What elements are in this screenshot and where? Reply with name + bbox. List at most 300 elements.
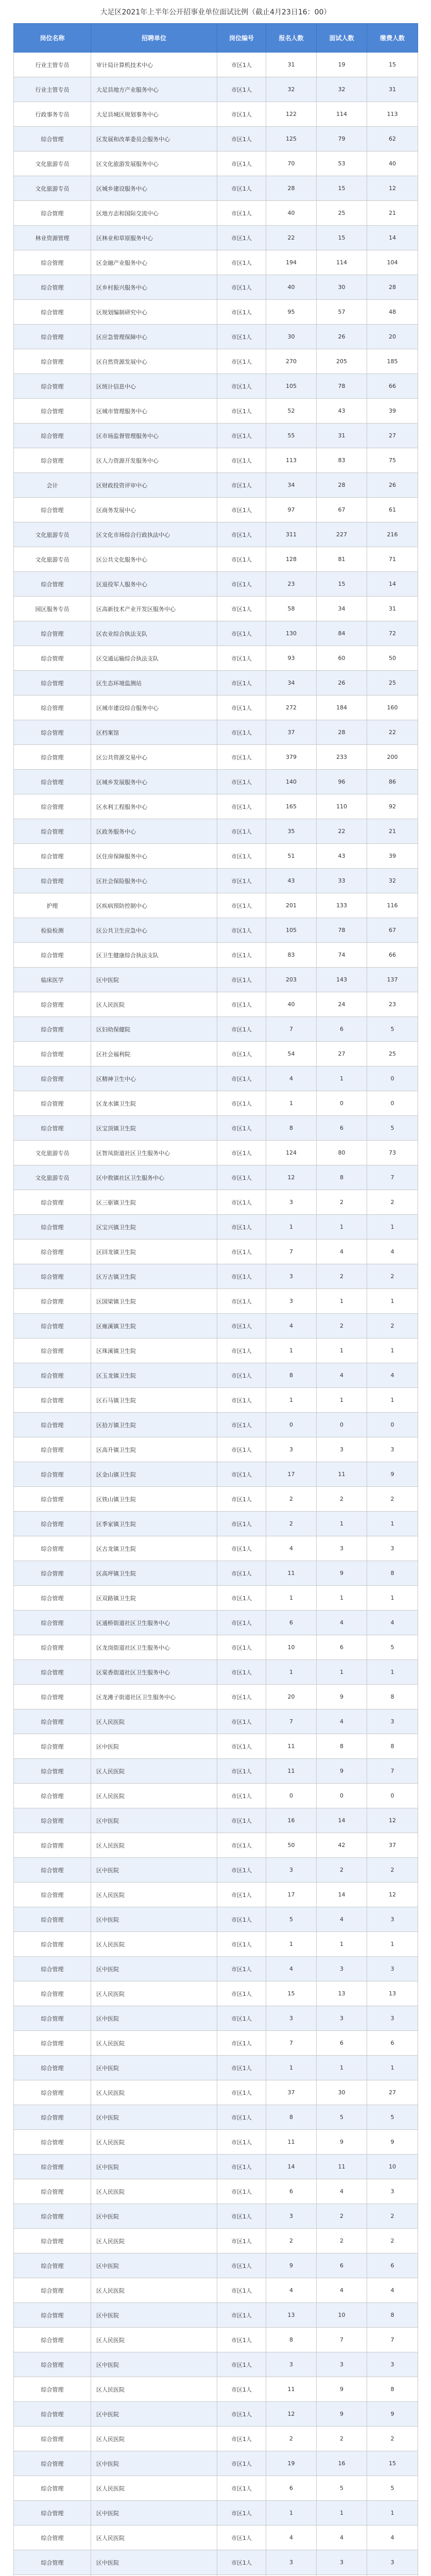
cell-paid: 185 [367, 349, 418, 374]
cell-code: 市区1人 [217, 992, 266, 1017]
cell-interview: 4 [317, 1240, 367, 1264]
cell-paid: 7 [367, 1759, 418, 1784]
cell-code: 市区1人 [217, 1462, 266, 1487]
table-row [14, 1240, 418, 1264]
cell-position: 综合管理 [14, 720, 91, 745]
cell-interview: 32 [317, 77, 367, 102]
cell-paid: 4 [367, 2526, 418, 2550]
cell-unit: 区人民医院 [91, 2328, 217, 2352]
cell-code: 市区1人 [217, 770, 266, 794]
cell-interview: 15 [317, 572, 367, 597]
cell-applicants: 11 [266, 1561, 317, 1586]
cell-code: 市区1人 [217, 1981, 266, 2006]
table-row [14, 1685, 418, 1709]
cell-interview: 1 [317, 1338, 367, 1363]
cell-position: 综合管理 [14, 2303, 91, 2328]
cell-code: 市区1人 [217, 1264, 266, 1289]
cell-code: 市区1人 [217, 423, 266, 448]
cell-unit: 区铁山镇卫生院 [91, 1487, 217, 1512]
cell-paid: 5 [367, 1116, 418, 1141]
cell-paid: 116 [367, 893, 418, 918]
cell-interview: 4 [317, 1907, 367, 1932]
table-row [14, 423, 418, 448]
cell-unit: 区中医院 [91, 2006, 217, 2031]
cell-code: 市区1人 [217, 2377, 266, 2402]
cell-code: 市区1人 [217, 325, 266, 349]
cell-applicants: 43 [266, 869, 317, 893]
cell-unit: 区应急管理保障中心 [91, 325, 217, 349]
table-row [14, 1660, 418, 1685]
cell-applicants: 0 [266, 1784, 317, 1808]
cell-unit: 区文化旅游发展服务中心 [91, 151, 217, 176]
cell-paid: 26 [367, 473, 418, 498]
table-row [14, 1487, 418, 1512]
cell-interview: 0 [317, 1784, 367, 1808]
cell-position: 综合管理 [14, 1536, 91, 1561]
cell-code: 市区1人 [217, 1363, 266, 1388]
cell-unit: 区社会保险服务中心 [91, 869, 217, 893]
cell-paid: 39 [367, 399, 418, 423]
cell-paid: 40 [367, 151, 418, 176]
cell-code: 市区1人 [217, 1413, 266, 1437]
cell-code: 市区1人 [217, 275, 266, 300]
cell-position: 综合管理 [14, 869, 91, 893]
cell-applicants: 6 [266, 1611, 317, 1635]
cell-interview: 27 [317, 1042, 367, 1066]
cell-applicants: 272 [266, 696, 317, 720]
cell-position: 文化旅游专员 [14, 176, 91, 201]
cell-paid: 7 [367, 2328, 418, 2352]
cell-unit: 区农业综合执法支队 [91, 621, 217, 646]
cell-interview: 15 [317, 176, 367, 201]
cell-paid: 0 [367, 1066, 418, 1091]
cell-unit: 区中医院 [91, 2056, 217, 2080]
cell-interview: 28 [317, 473, 367, 498]
cell-applicants: 40 [266, 275, 317, 300]
cell-code: 市区1人 [217, 1709, 266, 1734]
table-row [14, 2328, 418, 2352]
cell-interview: 10 [317, 2303, 367, 2328]
table-row [14, 300, 418, 325]
table-row [14, 1338, 418, 1363]
cell-position: 综合管理 [14, 1462, 91, 1487]
cell-unit: 区林业和草原服务中心 [91, 226, 217, 250]
cell-unit: 区中医院 [91, 2105, 217, 2130]
cell-code: 市区1人 [217, 1932, 266, 1957]
cell-position: 综合管理 [14, 1190, 91, 1215]
table-row [14, 770, 418, 794]
recruitment-table [13, 23, 418, 2576]
cell-interview: 26 [317, 671, 367, 696]
cell-paid: 71 [367, 547, 418, 572]
cell-position: 综合管理 [14, 201, 91, 226]
cell-unit: 区玉龙镇卫生院 [91, 1363, 217, 1388]
cell-unit: 区古龙镇卫生院 [91, 1536, 217, 1561]
cell-interview: 1 [317, 1512, 367, 1536]
cell-unit: 区中医院 [91, 2204, 217, 2229]
cell-applicants: 2 [266, 2427, 317, 2451]
cell-position: 综合管理 [14, 1611, 91, 1635]
cell-interview: 2 [317, 1858, 367, 1883]
header-applicants: 报名人数 [266, 24, 317, 53]
cell-applicants: 194 [266, 250, 317, 275]
cell-applicants: 12 [266, 1165, 317, 1190]
cell-code: 市区1人 [217, 2278, 266, 2303]
cell-code: 市区1人 [217, 1437, 266, 1462]
cell-paid: 3 [367, 1907, 418, 1932]
table-row [14, 1413, 418, 1437]
cell-applicants: 1 [266, 1388, 317, 1413]
cell-paid: 1 [367, 1660, 418, 1685]
cell-interview: 1 [317, 1066, 367, 1091]
cell-unit: 区发展和改革委员会服务中心 [91, 127, 217, 151]
cell-unit: 区人民医院 [91, 1932, 217, 1957]
cell-unit: 区人民医院 [91, 2179, 217, 2204]
table-row [14, 696, 418, 720]
cell-position: 文化旅游专员 [14, 1165, 91, 1190]
cell-unit: 区城市建设综合服务中心 [91, 696, 217, 720]
cell-applicants: 3 [266, 1190, 317, 1215]
table-row [14, 151, 418, 176]
cell-applicants: 40 [266, 992, 317, 1017]
cell-paid: 9 [367, 1462, 418, 1487]
table-row [14, 1512, 418, 1536]
cell-interview: 2 [317, 2204, 367, 2229]
cell-code: 市区1人 [217, 893, 266, 918]
cell-position: 综合管理 [14, 1734, 91, 1759]
cell-position: 综合管理 [14, 2179, 91, 2204]
cell-unit: 区社会福利院 [91, 1042, 217, 1066]
cell-code: 市区1人 [217, 2031, 266, 2056]
cell-paid: 4 [367, 1240, 418, 1264]
cell-position: 综合管理 [14, 2550, 91, 2575]
table-row [14, 498, 418, 522]
cell-position: 综合管理 [14, 1957, 91, 1981]
cell-code: 市区1人 [217, 720, 266, 745]
cell-code: 市区1人 [217, 2006, 266, 2031]
cell-interview: 3 [317, 1437, 367, 1462]
cell-position: 综合管理 [14, 1116, 91, 1141]
header-code: 岗位编号 [217, 24, 266, 53]
cell-paid: 12 [367, 1883, 418, 1907]
cell-unit: 区中敖镇社区卫生服务中心 [91, 1165, 217, 1190]
cell-applicants: 32 [266, 77, 317, 102]
cell-paid: 3 [367, 2179, 418, 2204]
table-row [14, 1042, 418, 1066]
cell-code: 市区1人 [217, 2451, 266, 2476]
cell-paid: 8 [367, 2303, 418, 2328]
table-row [14, 77, 418, 102]
table-row [14, 1091, 418, 1116]
cell-unit: 区中医院 [91, 2501, 217, 2526]
cell-position: 综合管理 [14, 2501, 91, 2526]
cell-interview: 3 [317, 2006, 367, 2031]
cell-unit: 区生态环境监测站 [91, 671, 217, 696]
cell-interview: 110 [317, 794, 367, 819]
cell-code: 市区1人 [217, 1685, 266, 1709]
cell-applicants: 10 [266, 1635, 317, 1660]
table-row [14, 918, 418, 943]
table-row [14, 226, 418, 250]
cell-position: 综合管理 [14, 1561, 91, 1586]
cell-applicants: 2 [266, 1512, 317, 1536]
cell-position: 综合管理 [14, 1833, 91, 1858]
cell-interview: 4 [317, 2179, 367, 2204]
cell-interview: 0 [317, 1091, 367, 1116]
cell-paid: 2 [367, 1858, 418, 1883]
table-row [14, 1116, 418, 1141]
cell-applicants: 7 [266, 1017, 317, 1042]
cell-interview: 78 [317, 374, 367, 399]
cell-interview: 4 [317, 2278, 367, 2303]
cell-unit: 区公共资源交易中心 [91, 745, 217, 770]
cell-interview: 30 [317, 2080, 367, 2105]
cell-position: 综合管理 [14, 2476, 91, 2501]
cell-paid: 104 [367, 250, 418, 275]
cell-position: 综合管理 [14, 300, 91, 325]
cell-interview: 2 [317, 1487, 367, 1512]
cell-paid: 6 [367, 2253, 418, 2278]
cell-unit: 区中医院 [91, 1957, 217, 1981]
cell-unit: 区城乡建设服务中心 [91, 176, 217, 201]
cell-unit: 区高新技术产业开发区服务中心 [91, 597, 217, 621]
cell-paid: 12 [367, 1808, 418, 1833]
cell-paid: 28 [367, 275, 418, 300]
cell-paid: 2 [367, 2204, 418, 2229]
cell-paid: 61 [367, 498, 418, 522]
cell-code: 市区1人 [217, 250, 266, 275]
table-row [14, 2526, 418, 2550]
cell-position: 综合管理 [14, 1586, 91, 1611]
cell-paid: 10 [367, 2155, 418, 2179]
cell-interview: 2 [317, 1264, 367, 1289]
cell-paid: 14 [367, 226, 418, 250]
table-row [14, 2352, 418, 2377]
cell-applicants: 20 [266, 1685, 317, 1709]
cell-applicants: 0 [266, 1413, 317, 1437]
cell-position: 林业资源管理 [14, 226, 91, 250]
cell-interview: 43 [317, 844, 367, 869]
table-row [14, 1635, 418, 1660]
table-row [14, 102, 418, 127]
cell-unit: 区文化市场综合行政执法中心 [91, 522, 217, 547]
table-row [14, 1141, 418, 1165]
cell-interview: 6 [317, 1116, 367, 1141]
cell-unit: 区人民医院 [91, 2229, 217, 2253]
cell-interview: 205 [317, 349, 367, 374]
cell-code: 市区1人 [217, 2427, 266, 2451]
cell-code: 市区1人 [217, 1957, 266, 1981]
cell-applicants: 12 [266, 2402, 317, 2427]
table-row [14, 2105, 418, 2130]
cell-paid: 32 [367, 869, 418, 893]
table-row [14, 399, 418, 423]
cell-interview: 4 [317, 1611, 367, 1635]
cell-code: 市区1人 [217, 1611, 266, 1635]
cell-paid: 66 [367, 374, 418, 399]
cell-interview: 16 [317, 2451, 367, 2476]
cell-interview: 6 [317, 2253, 367, 2278]
cell-unit: 区妇幼保健院 [91, 1017, 217, 1042]
cell-unit: 区政务服务中心 [91, 819, 217, 844]
cell-position: 综合管理 [14, 844, 91, 869]
cell-applicants: 270 [266, 349, 317, 374]
cell-interview: 184 [317, 696, 367, 720]
cell-applicants: 37 [266, 720, 317, 745]
table-row [14, 1017, 418, 1042]
cell-paid: 3 [367, 1536, 418, 1561]
cell-paid: 1 [367, 2056, 418, 2080]
page-title: 大足区2021年上半年公开招事业单位面试比例（截止4月23日16：00） [100, 8, 331, 16]
cell-unit: 区珠溪镇卫生院 [91, 1338, 217, 1363]
cell-interview: 19 [317, 53, 367, 77]
cell-unit: 区中医院 [91, 2303, 217, 2328]
cell-unit: 区金山镇卫生院 [91, 1462, 217, 1487]
cell-code: 市区1人 [217, 2328, 266, 2352]
cell-applicants: 6 [266, 2476, 317, 2501]
cell-unit: 区人民医院 [91, 2130, 217, 2155]
cell-interview: 11 [317, 1462, 367, 1487]
cell-code: 市区1人 [217, 2476, 266, 2501]
cell-position: 检验检测 [14, 918, 91, 943]
table-row [14, 1264, 418, 1289]
cell-applicants: 3 [266, 2006, 317, 2031]
table-row [14, 893, 418, 918]
cell-interview: 26 [317, 325, 367, 349]
cell-paid: 21 [367, 201, 418, 226]
cell-position: 综合管理 [14, 349, 91, 374]
cell-position: 综合管理 [14, 2031, 91, 2056]
cell-position: 综合管理 [14, 2328, 91, 2352]
cell-paid: 0 [367, 1091, 418, 1116]
cell-position: 综合管理 [14, 2080, 91, 2105]
cell-position: 行业主管专员 [14, 77, 91, 102]
cell-interview: 60 [317, 646, 367, 671]
cell-code: 市区1人 [217, 671, 266, 696]
cell-unit: 区智凤街道社区卫生服务中心 [91, 1141, 217, 1165]
cell-unit: 区中医院 [91, 1734, 217, 1759]
cell-code: 市区1人 [217, 1586, 266, 1611]
cell-interview: 8 [317, 1734, 367, 1759]
cell-interview: 96 [317, 770, 367, 794]
cell-interview: 57 [317, 300, 367, 325]
cell-unit: 区城市管理服务中心 [91, 399, 217, 423]
cell-code: 市区1人 [217, 1116, 266, 1141]
cell-position: 综合管理 [14, 423, 91, 448]
cell-code: 市区1人 [217, 1091, 266, 1116]
cell-applicants: 11 [266, 1734, 317, 1759]
cell-code: 市区1人 [217, 473, 266, 498]
cell-applicants: 113 [266, 448, 317, 473]
cell-applicants: 58 [266, 597, 317, 621]
table-row [14, 2402, 418, 2427]
cell-position: 文化旅游专员 [14, 547, 91, 572]
cell-position: 综合管理 [14, 992, 91, 1017]
cell-unit: 区中医院 [91, 2352, 217, 2377]
cell-code: 市区1人 [217, 1289, 266, 1314]
cell-paid: 216 [367, 522, 418, 547]
cell-paid: 2 [367, 2229, 418, 2253]
cell-interview: 33 [317, 869, 367, 893]
cell-applicants: 30 [266, 325, 317, 349]
cell-interview: 3 [317, 2550, 367, 2575]
cell-applicants: 125 [266, 127, 317, 151]
cell-applicants: 3 [266, 1858, 317, 1883]
cell-unit: 区人力资源开发服务中心 [91, 448, 217, 473]
cell-applicants: 165 [266, 794, 317, 819]
cell-paid: 2 [367, 1190, 418, 1215]
cell-position: 综合管理 [14, 2427, 91, 2451]
cell-paid: 5 [367, 1017, 418, 1042]
table-row [14, 1784, 418, 1808]
cell-code: 市区1人 [217, 1240, 266, 1264]
cell-position: 综合管理 [14, 448, 91, 473]
table-row [14, 2550, 418, 2575]
cell-code: 市区1人 [217, 399, 266, 423]
table-row [14, 1586, 418, 1611]
cell-paid: 4 [367, 1363, 418, 1388]
cell-code: 市区1人 [217, 498, 266, 522]
table-row [14, 1289, 418, 1314]
table-row [14, 1462, 418, 1487]
cell-paid: 39 [367, 844, 418, 869]
cell-interview: 13 [317, 1981, 367, 2006]
cell-interview: 2 [317, 1314, 367, 1338]
cell-interview: 15 [317, 226, 367, 250]
table-row [14, 1437, 418, 1462]
cell-position: 综合管理 [14, 1932, 91, 1957]
cell-unit: 区龙水镇卫生院 [91, 1091, 217, 1116]
table-row [14, 671, 418, 696]
cell-interview: 24 [317, 992, 367, 1017]
cell-applicants: 52 [266, 399, 317, 423]
cell-paid: 5 [367, 2105, 418, 2130]
cell-code: 市区1人 [217, 1660, 266, 1685]
cell-code: 市区1人 [217, 1759, 266, 1784]
cell-unit: 区城乡发展服务中心 [91, 770, 217, 794]
cell-position: 综合管理 [14, 399, 91, 423]
cell-unit: 区宝兴镇卫生院 [91, 1215, 217, 1240]
cell-position: 综合管理 [14, 1042, 91, 1066]
cell-position: 综合管理 [14, 374, 91, 399]
cell-interview: 30 [317, 275, 367, 300]
table-row [14, 127, 418, 151]
cell-applicants: 11 [266, 1759, 317, 1784]
table-row [14, 1165, 418, 1190]
cell-paid: 31 [367, 597, 418, 621]
cell-applicants: 2 [266, 1487, 317, 1512]
cell-paid: 23 [367, 992, 418, 1017]
cell-position: 综合管理 [14, 1066, 91, 1091]
cell-paid: 8 [367, 1685, 418, 1709]
cell-code: 市区1人 [217, 127, 266, 151]
cell-unit: 区拾万镇卫生院 [91, 1413, 217, 1437]
cell-position: 综合管理 [14, 1512, 91, 1536]
cell-paid: 1 [367, 1586, 418, 1611]
cell-paid: 73 [367, 1141, 418, 1165]
cell-unit: 区龙岗街道社区卫生服务中心 [91, 1635, 217, 1660]
cell-paid: 27 [367, 423, 418, 448]
table-row [14, 2253, 418, 2278]
cell-interview: 9 [317, 1759, 367, 1784]
cell-paid: 5 [367, 2476, 418, 2501]
cell-unit: 区人民医院 [91, 2080, 217, 2105]
table-row [14, 1858, 418, 1883]
cell-applicants: 2 [266, 2229, 317, 2253]
cell-interview: 2 [317, 2229, 367, 2253]
cell-applicants: 93 [266, 646, 317, 671]
table-row [14, 325, 418, 349]
